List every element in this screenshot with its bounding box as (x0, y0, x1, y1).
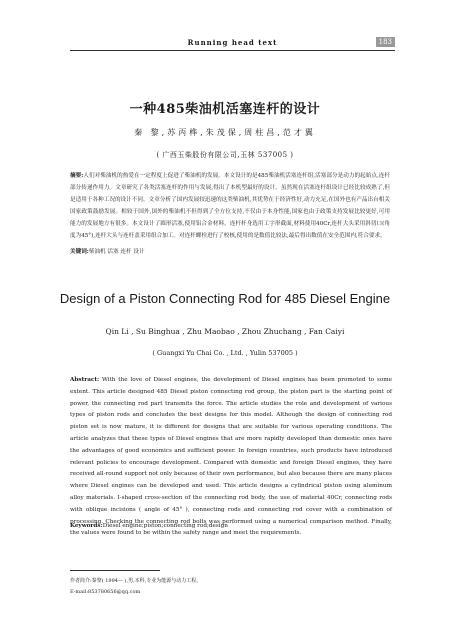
author-bio: 作者简介:秦黎( 1994— ),男,本科,专业为能源与动力工程。 (70, 578, 202, 584)
chinese-abstract-text: 人们对柴油机的热爱在一定程度上促进了柴油机的发展。本文设计的是485柴油机活塞连杆组,活塞部分是动力的起始点,连杆部分传递作用力。文章研究了各类活塞连杆的作用与发展,得出了本机型最好的设计。虽然现在活塞连杆组设计已经比较成熟了,但是适用于各种工况的设计不同。文章分析了国内发展较迅速的这类柴油机,其优势在于经济性好,动力充足,在国外也有产品出台相关国家政策鼓励发展。相较于国外,国外的柴油机不但得到了全方位支持,不仅由于本身性能,国家也由于政策支持发展比较更好,可用能力的发展地方有很多。本文设计了圆形活塞,使用铝合金材料。连杆杆身选用工字形截面,材料使用40Cr,连杆大头采用斜切口(角度为45°),连杆大头与连杆盖采用组合加工。对连杆螺栓进行了校核,使用的是数值比较法,最后得出数值在安全范围内,符合要求。 (70, 173, 390, 239)
chinese-abstract-label: 摘要: (70, 173, 84, 179)
footnote-divider (70, 570, 160, 571)
chinese-title: 一种485柴油机活塞连杆的设计 (129, 102, 321, 117)
english-abstract-label: Abstract: (70, 377, 100, 383)
english-title: Design of a Piston Connecting Rod for 485 Diesel Engine (59, 291, 391, 306)
page-number: 183 (376, 37, 395, 47)
english-keywords-text: Diesel engine;piston;connecting rod;design (102, 523, 228, 529)
english-affiliation: ( Guangxi Yu Chai Co. , Ltd. , Yulin 537005 ) (152, 349, 298, 357)
chinese-keywords-label: 关键词: (70, 249, 89, 255)
running-head (70, 38, 395, 51)
chinese-abstract (70, 170, 390, 242)
english-keywords-label: Keywords: (70, 523, 103, 529)
author-email: E-mail:853780656@qq.com (70, 589, 141, 595)
chinese-keywords-text: 柴油机 活塞 连杆 设计 (88, 249, 145, 255)
chinese-authors: 秦 黎,苏丙桦,朱茂保,周柱昌,范才翼 (134, 128, 316, 137)
chinese-affiliation: ( 广西玉柴股份有限公司,玉林 537005 ) (156, 151, 294, 159)
english-keywords (70, 521, 392, 531)
english-abstract (70, 375, 392, 540)
english-authors: Qin Li , Su Binghua , Zhu Maobao , Zhou Zhuchang , Fan Caiyi (105, 327, 345, 336)
running-head-title: Running head text (187, 38, 278, 47)
chinese-keywords (70, 247, 390, 257)
english-abstract-text: With the love of Diesel engines, the development of Diesel engines has been promoted to some extent. This article designed 485 Diesel piston connecting rod group, the piston part is the starting point of power, the connecting rod part transmits the force. The article studies the role and development of various types of piston rods and concludes the best designs for this model. Although the design of connecting rod piston set is now mature, it is different for designs that are suitable for various operating conditions. The article analyzes that these types of Diesel engines that are more rapidly developed than domestic ones have the advantages of good economics and sufficient power. In foreign countries, such products have introduced relevant policies to encourage development. Compared with domestic and foreign Diesel engines, they have received all-round support not only because of their own performance, but also because there are many places where Diesel engines can be developed and used. This article designs a cylindrical piston using aluminum alloy materials. I-shaped cross-section of the connecting rod body, the use of material 40Cr, connecting rods with oblique incisions ( angle of 45° ), connecting rods and connecting rod cover with a combination of processing. Checking the connecting rod bolts was performed using a numerical comparison method. Finally, the values were found to be within the safety range and meet the requirements. (70, 377, 392, 537)
author-footnote (70, 576, 390, 598)
